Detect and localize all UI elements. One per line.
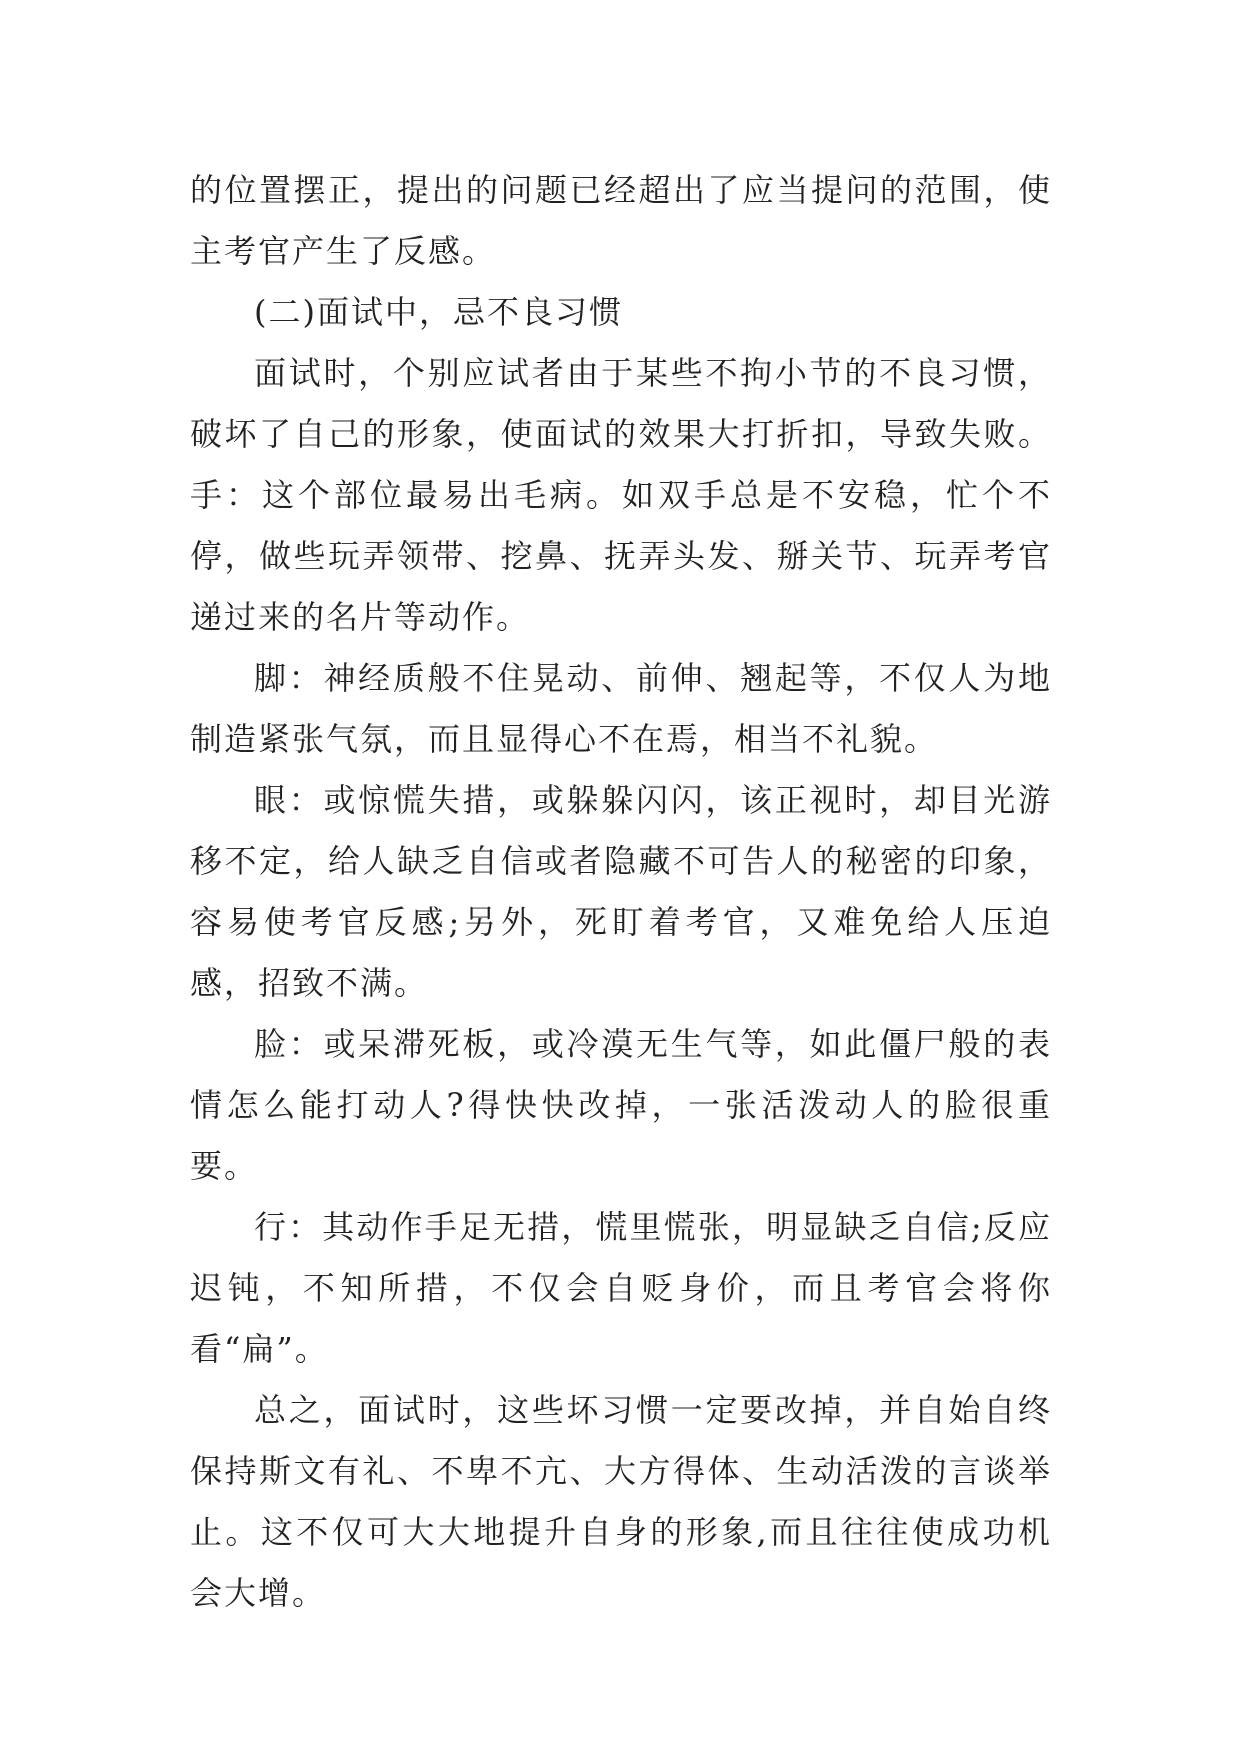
paragraph-continuation: 的位置摆正，提出的问题已经超出了应当提问的范围，使主考官产生了反感。 [190,171,1052,270]
document-body [190,160,1052,1624]
section-heading: (二)面试中，忌不良习惯 [254,293,623,331]
paragraph-eyes: 眼：或惊慌失措，或躲躲闪闪，该正视时，却目光游移不定，给人缺乏自信或者隐藏不可告人的秘密的印象，容易使考官反感;另外，死盯着考官，又难免给人压迫感，招致不满。 [190,781,1052,1002]
paragraph-behavior: 行：其动作手足无措，慌里慌张，明显缺乏自信;反应迟钝，不知所措，不仅会自贬身价，而且考官会将你看“扁”。 [190,1208,1052,1368]
paragraph-conclusion: 总之，面试时，这些坏习惯一定要改掉，并自始自终保持斯文有礼、不卑不亢、大方得体、生动活泼的言谈举止。这不仅可大大地提升自身的形象,而且往往使成功机会大增。 [190,1391,1052,1612]
paragraph-feet: 脚：神经质般不住晃动、前伸、翘起等，不仅人为地制造紧张气氛，而且显得心不在焉，相当不礼貌。 [190,659,1052,758]
paragraph-face: 脸：或呆滞死板，或冷漠无生气等，如此僵尸般的表情怎么能打动人?得快快改掉，一张活泼动人的脸很重要。 [190,1025,1052,1185]
paragraph-hands: 面试时，个别应试者由于某些不拘小节的不良习惯，破坏了自己的形象，使面试的效果大打折扣，导致失败。 手：这个部位最易出毛病。如双手总是不安稳，忙个不停，做些玩弄领带、挖鼻、抚弄头发、掰关节、玩弄考官递过来的名片等动作。 [190,354,1052,636]
